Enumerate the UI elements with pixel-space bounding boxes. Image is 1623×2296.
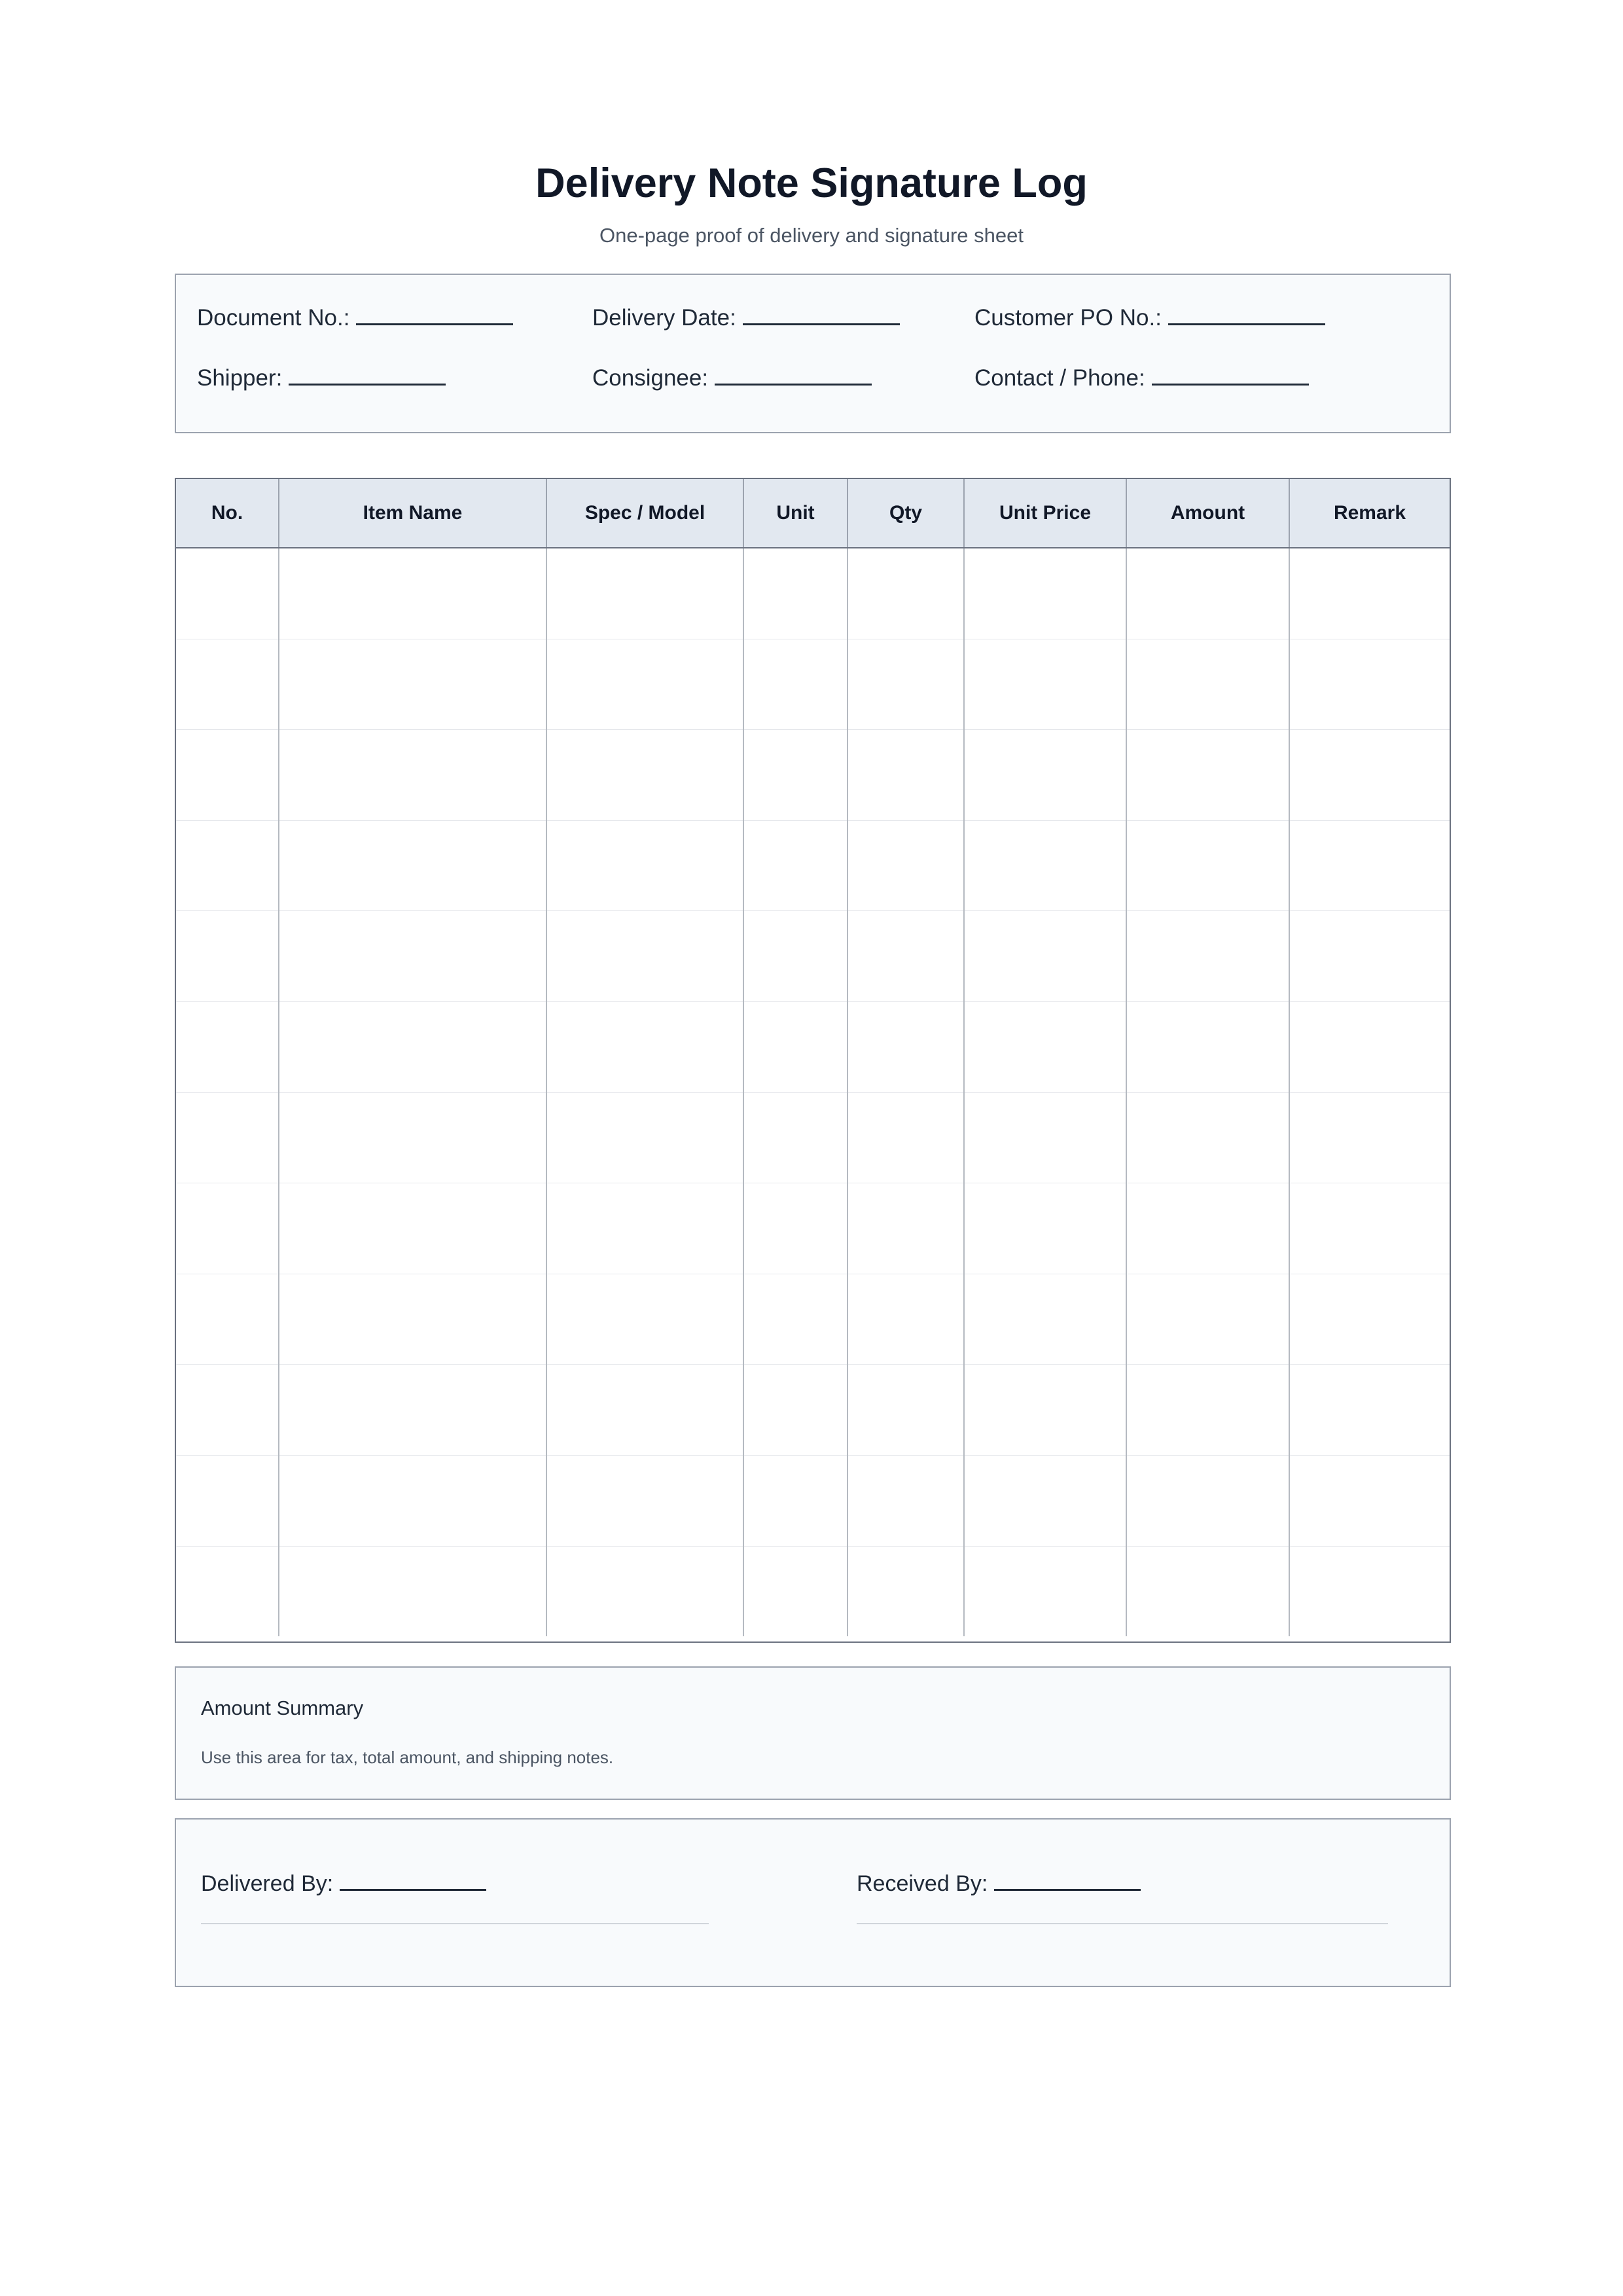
table-cell[interactable] bbox=[546, 1001, 743, 1092]
table-cell[interactable] bbox=[279, 1183, 546, 1274]
delivery-date-blank[interactable] bbox=[743, 302, 900, 325]
summary-note: Use this area for tax, total amount, and shipping notes. bbox=[201, 1748, 614, 1767]
table-cell[interactable] bbox=[743, 1365, 847, 1456]
table-cell[interactable] bbox=[743, 548, 847, 639]
table-cell[interactable] bbox=[1289, 1455, 1450, 1546]
table-cell[interactable] bbox=[847, 1546, 964, 1636]
table-cell[interactable] bbox=[743, 1455, 847, 1546]
table-cell[interactable] bbox=[1126, 911, 1289, 1002]
table-cell[interactable] bbox=[279, 730, 546, 821]
col-header-remark: Remark bbox=[1289, 479, 1450, 548]
table-row bbox=[176, 639, 1450, 730]
table-cell[interactable] bbox=[964, 1274, 1126, 1365]
table-cell[interactable] bbox=[176, 1274, 279, 1365]
table-cell[interactable] bbox=[743, 1183, 847, 1274]
table-cell[interactable] bbox=[964, 1365, 1126, 1456]
table-cell[interactable] bbox=[1289, 1274, 1450, 1365]
table-cell[interactable] bbox=[1126, 1001, 1289, 1092]
table-cell[interactable] bbox=[1289, 1001, 1450, 1092]
col-header-no: No. bbox=[176, 479, 279, 548]
table-row bbox=[176, 1274, 1450, 1365]
table-cell[interactable] bbox=[847, 820, 964, 911]
table-cell[interactable] bbox=[176, 820, 279, 911]
table-cell[interactable] bbox=[964, 820, 1126, 911]
col-header-unit-price: Unit Price bbox=[964, 479, 1126, 548]
table-cell[interactable] bbox=[743, 1546, 847, 1636]
table-cell[interactable] bbox=[279, 548, 546, 639]
table-cell[interactable] bbox=[176, 548, 279, 639]
table-cell[interactable] bbox=[1126, 820, 1289, 911]
table-cell[interactable] bbox=[279, 1092, 546, 1183]
table-row bbox=[176, 820, 1450, 911]
table-header-row bbox=[176, 479, 1450, 548]
signature-panel bbox=[175, 1818, 1451, 1987]
table-cell[interactable] bbox=[743, 1001, 847, 1092]
delivered-by-field[interactable] bbox=[201, 1868, 486, 1898]
table-cell[interactable] bbox=[546, 639, 743, 730]
document-no-label: Document No.: bbox=[197, 305, 350, 331]
delivered-by-label: Delivered By: bbox=[201, 1871, 334, 1896]
summary-title: Amount Summary bbox=[201, 1696, 364, 1719]
table-cell[interactable] bbox=[176, 1092, 279, 1183]
table-cell[interactable] bbox=[176, 639, 279, 730]
table-cell[interactable] bbox=[847, 1092, 964, 1183]
table-row bbox=[176, 1001, 1450, 1092]
table-cell[interactable] bbox=[1289, 820, 1450, 911]
table-cell[interactable] bbox=[743, 820, 847, 911]
table-cell[interactable] bbox=[964, 911, 1126, 1002]
table-cell[interactable] bbox=[964, 548, 1126, 639]
consignee-label: Consignee: bbox=[592, 365, 709, 391]
table-cell[interactable] bbox=[847, 1183, 964, 1274]
shipper-blank[interactable] bbox=[289, 363, 446, 386]
table-cell[interactable] bbox=[1126, 1092, 1289, 1183]
table-cell[interactable] bbox=[546, 548, 743, 639]
table-cell[interactable] bbox=[546, 1183, 743, 1274]
shipper-label: Shipper: bbox=[197, 365, 283, 391]
table-cell[interactable] bbox=[743, 1092, 847, 1183]
table-cell[interactable] bbox=[176, 1455, 279, 1546]
table-cell[interactable] bbox=[176, 911, 279, 1002]
table-cell[interactable] bbox=[1289, 1546, 1450, 1636]
table-cell[interactable] bbox=[743, 911, 847, 1002]
table-cell[interactable] bbox=[1126, 1365, 1289, 1456]
table-row bbox=[176, 730, 1450, 821]
table-cell[interactable] bbox=[546, 820, 743, 911]
customer-po-blank[interactable] bbox=[1168, 302, 1325, 325]
table-cell[interactable] bbox=[743, 1274, 847, 1365]
items-table bbox=[175, 478, 1451, 1643]
table-cell[interactable] bbox=[1289, 1365, 1450, 1456]
received-by-field[interactable] bbox=[857, 1868, 1141, 1898]
table-cell[interactable] bbox=[1126, 548, 1289, 639]
customer-po-label: Customer PO No.: bbox=[974, 305, 1162, 331]
col-header-spec-model: Spec / Model bbox=[546, 479, 743, 548]
table-cell[interactable] bbox=[964, 730, 1126, 821]
table-cell[interactable] bbox=[1126, 1455, 1289, 1546]
table-row bbox=[176, 1455, 1450, 1546]
table-cell[interactable] bbox=[847, 1455, 964, 1546]
table-cell[interactable] bbox=[176, 1546, 279, 1636]
delivery-date-field[interactable] bbox=[592, 302, 900, 332]
table-cell[interactable] bbox=[279, 1546, 546, 1636]
table-cell[interactable] bbox=[847, 911, 964, 1002]
table-cell[interactable] bbox=[1126, 730, 1289, 821]
table-cell[interactable] bbox=[1126, 1274, 1289, 1365]
table-cell[interactable] bbox=[1289, 548, 1450, 639]
received-by-signature-line[interactable] bbox=[857, 1923, 1388, 1924]
table-cell[interactable] bbox=[546, 1455, 743, 1546]
table-cell[interactable] bbox=[176, 730, 279, 821]
table-cell[interactable] bbox=[847, 1365, 964, 1456]
table-cell[interactable] bbox=[279, 639, 546, 730]
table-cell[interactable] bbox=[546, 1274, 743, 1365]
table-cell[interactable] bbox=[546, 1092, 743, 1183]
delivered-by-blank[interactable] bbox=[340, 1868, 486, 1891]
table-cell[interactable] bbox=[176, 1001, 279, 1092]
table-cell[interactable] bbox=[1126, 1546, 1289, 1636]
amount-summary-panel bbox=[175, 1666, 1451, 1800]
col-header-amount: Amount bbox=[1126, 479, 1289, 548]
table-cell[interactable] bbox=[964, 1001, 1126, 1092]
table-cell[interactable] bbox=[279, 1455, 546, 1546]
table-row bbox=[176, 1092, 1450, 1183]
table-cell[interactable] bbox=[279, 911, 546, 1002]
contact-phone-blank[interactable] bbox=[1152, 363, 1309, 386]
document-info-panel bbox=[175, 274, 1451, 433]
table-cell[interactable] bbox=[964, 1183, 1126, 1274]
delivered-by-signature-line[interactable] bbox=[201, 1923, 709, 1924]
table-cell[interactable] bbox=[546, 911, 743, 1002]
table-cell[interactable] bbox=[1289, 911, 1450, 1002]
table-cell[interactable] bbox=[847, 639, 964, 730]
table-cell[interactable] bbox=[1126, 639, 1289, 730]
table-row bbox=[176, 1183, 1450, 1274]
table-cell[interactable] bbox=[279, 1274, 546, 1365]
table-cell[interactable] bbox=[546, 1365, 743, 1456]
consignee-blank[interactable] bbox=[715, 363, 872, 386]
table-cell[interactable] bbox=[847, 1001, 964, 1092]
table-cell[interactable] bbox=[964, 639, 1126, 730]
table-row bbox=[176, 1546, 1450, 1636]
table-cell[interactable] bbox=[847, 548, 964, 639]
table-row bbox=[176, 1365, 1450, 1456]
table-cell[interactable] bbox=[1289, 639, 1450, 730]
consignee-field[interactable] bbox=[592, 363, 872, 393]
table-row bbox=[176, 548, 1450, 639]
table-cell[interactable] bbox=[743, 639, 847, 730]
customer-po-field[interactable] bbox=[974, 302, 1325, 332]
table-cell[interactable] bbox=[176, 1365, 279, 1456]
contact-phone-field[interactable] bbox=[974, 363, 1309, 393]
col-header-qty: Qty bbox=[847, 479, 964, 548]
document-no-blank[interactable] bbox=[356, 302, 513, 325]
table-cell[interactable] bbox=[546, 730, 743, 821]
table-cell[interactable] bbox=[279, 1365, 546, 1456]
table-cell[interactable] bbox=[546, 1546, 743, 1636]
table-cell[interactable] bbox=[847, 730, 964, 821]
table-cell[interactable] bbox=[964, 1455, 1126, 1546]
delivery-date-label: Delivery Date: bbox=[592, 305, 736, 331]
received-by-label: Received By: bbox=[857, 1871, 988, 1896]
table-cell[interactable] bbox=[964, 1546, 1126, 1636]
table-cell[interactable] bbox=[1289, 1183, 1450, 1274]
col-header-unit: Unit bbox=[743, 479, 847, 548]
table-cell[interactable] bbox=[1289, 730, 1450, 821]
received-by-blank[interactable] bbox=[994, 1868, 1141, 1891]
table-cell[interactable] bbox=[964, 1092, 1126, 1183]
table-cell[interactable] bbox=[1126, 1183, 1289, 1274]
table-row bbox=[176, 911, 1450, 1002]
table-cell[interactable] bbox=[743, 730, 847, 821]
table-cell[interactable] bbox=[847, 1274, 964, 1365]
contact-phone-label: Contact / Phone: bbox=[974, 365, 1145, 391]
document-no-field[interactable] bbox=[197, 302, 513, 332]
page-title: Delivery Note Signature Log bbox=[535, 160, 1088, 206]
table-cell[interactable] bbox=[1289, 1092, 1450, 1183]
table-cell[interactable] bbox=[279, 820, 546, 911]
table-cell[interactable] bbox=[279, 1001, 546, 1092]
shipper-field[interactable] bbox=[197, 363, 446, 393]
col-header-item-name: Item Name bbox=[279, 479, 546, 548]
page-subtitle: One-page proof of delivery and signature sheet bbox=[599, 224, 1024, 247]
table-cell[interactable] bbox=[176, 1183, 279, 1274]
